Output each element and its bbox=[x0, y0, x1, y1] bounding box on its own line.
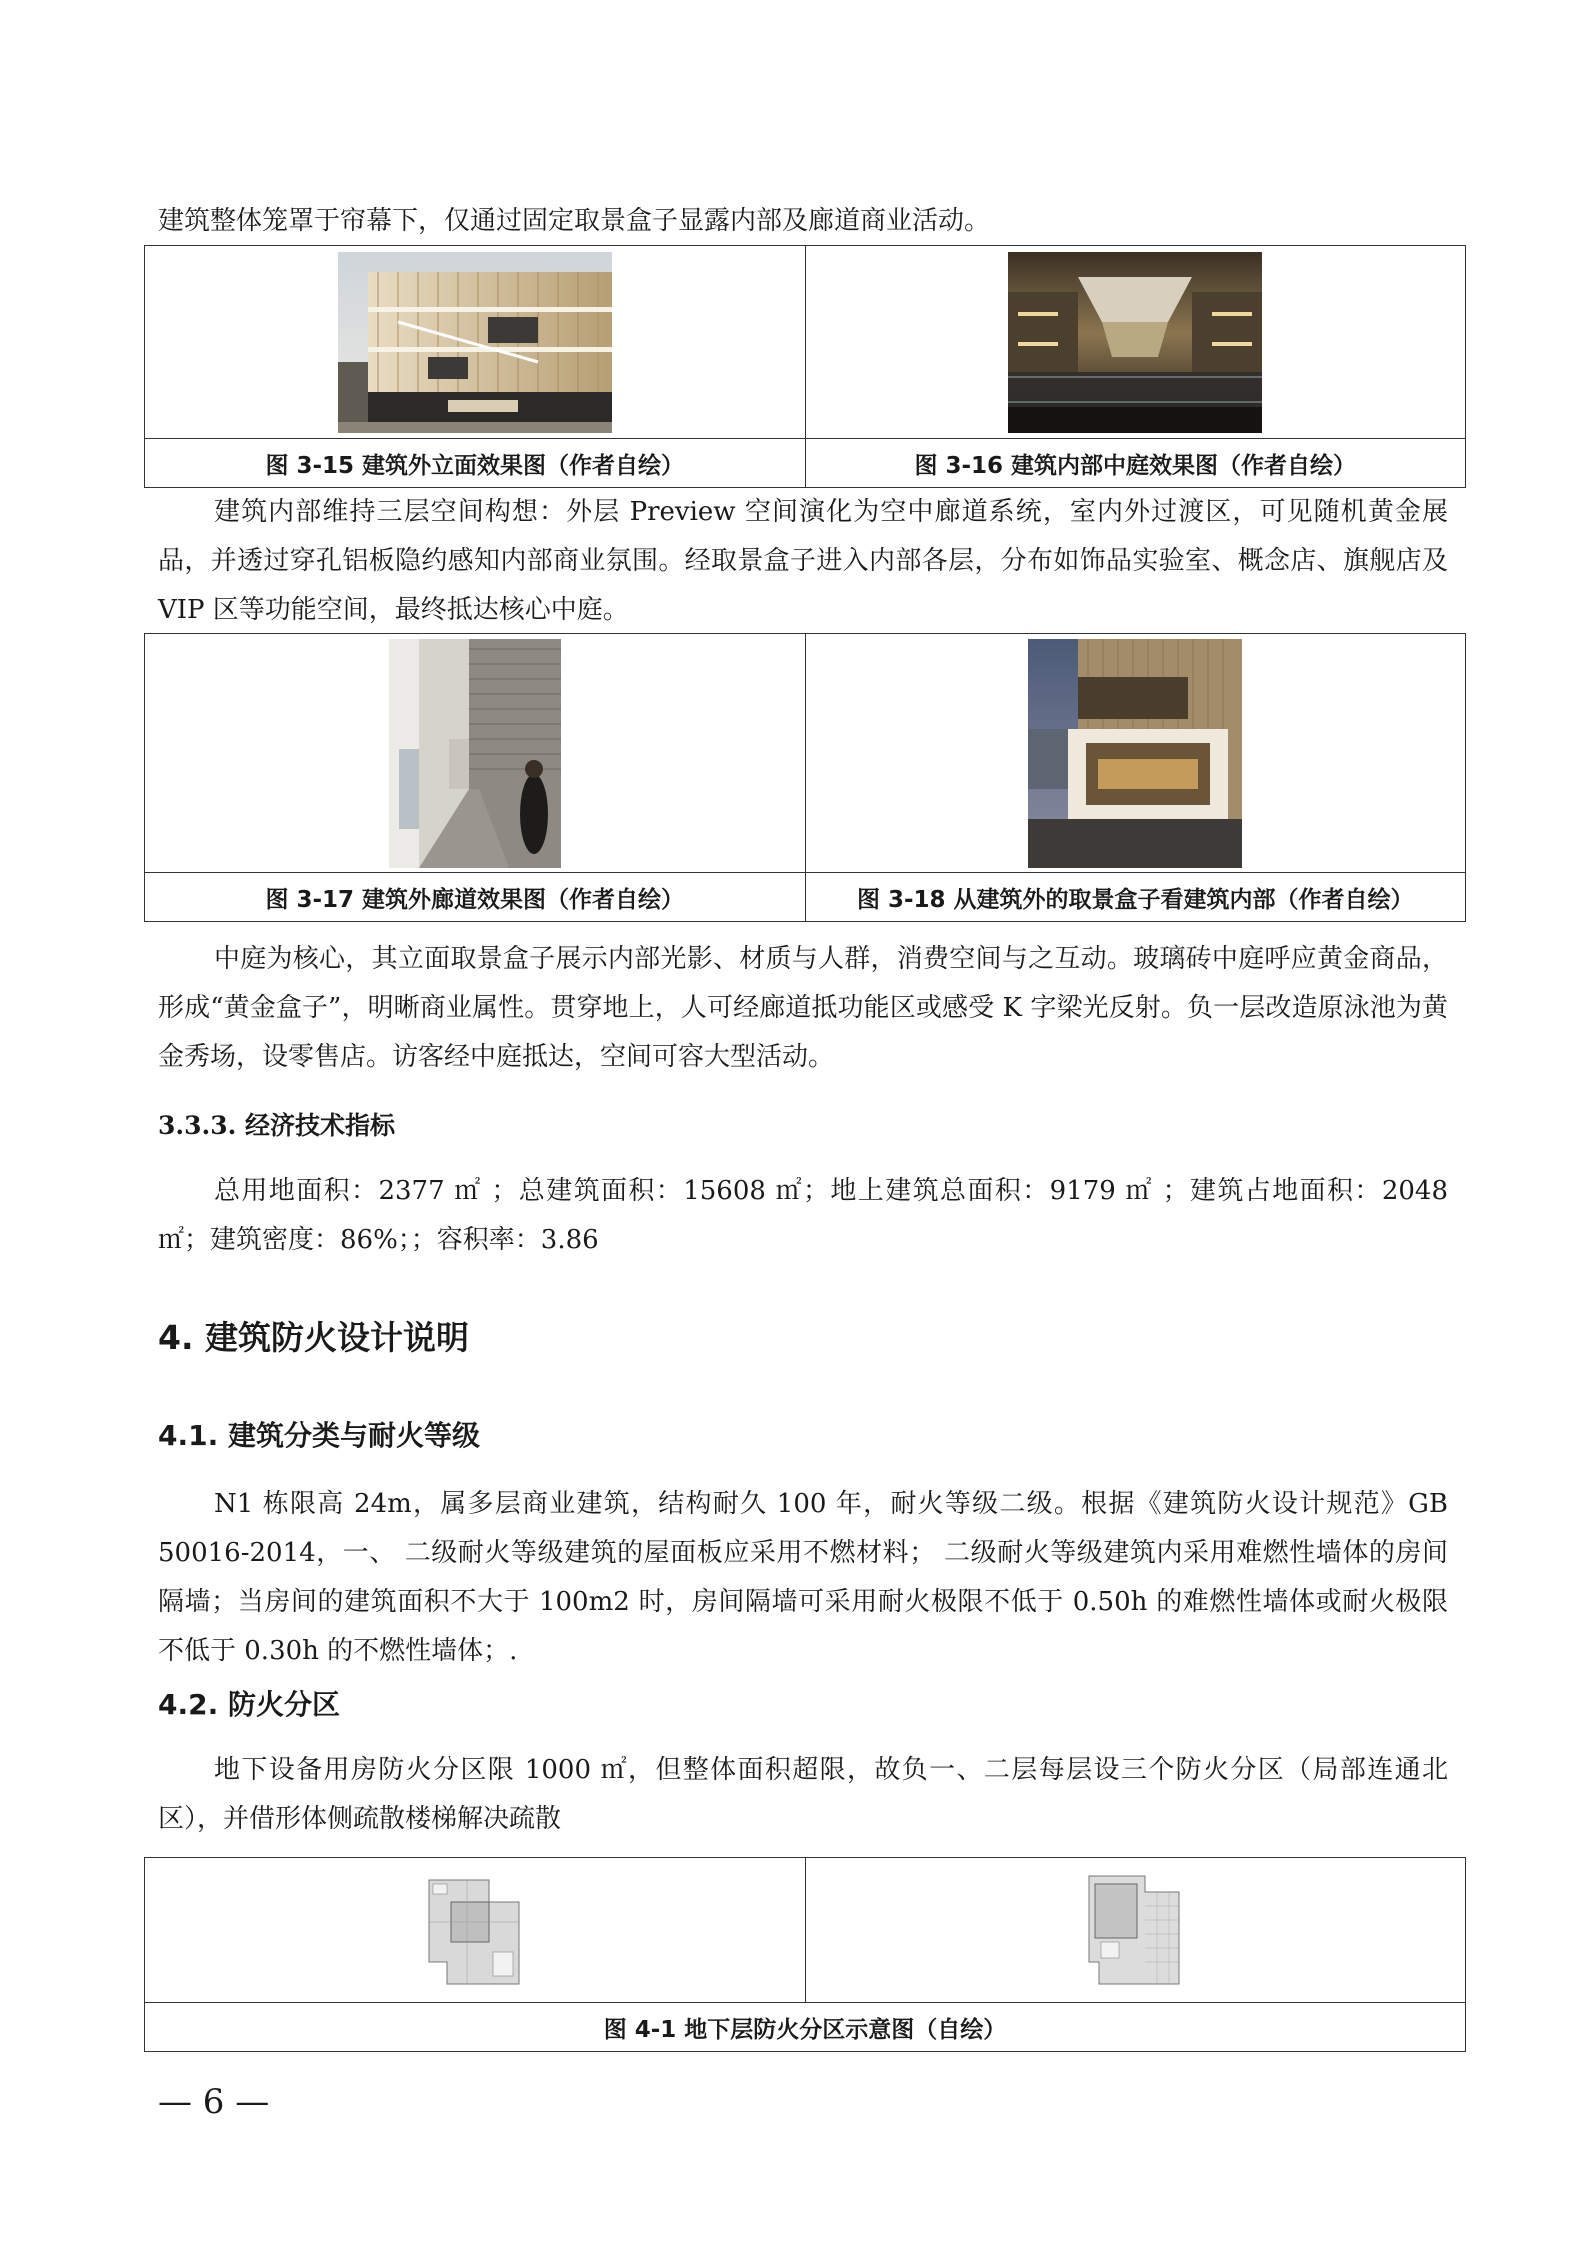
paragraph-fire-compartments: 地下设备用房防火分区限 1000 ㎡，但整体面积超限，故负一、二层每层设三个防火分区（局部连通北区），并借形体侧疏散楼梯解决疏散 bbox=[158, 1755, 1448, 1834]
figure-table-4-1 bbox=[144, 1857, 1466, 2052]
figure-cell-3-17 bbox=[145, 634, 806, 873]
figure-table-3-15-3-16 bbox=[144, 245, 1466, 488]
figure-table-3-17-3-18 bbox=[144, 633, 1466, 922]
figure-caption-4-1: 图 4-1 地下层防火分区示意图（自绘） bbox=[145, 2003, 1466, 2052]
basement-plan-right-image bbox=[1087, 1872, 1183, 1988]
heading-4: 4. 建筑防火设计说明 bbox=[158, 1318, 469, 1357]
heading-3-3-3: 3.3.3. 经济技术指标 bbox=[158, 1111, 396, 1140]
figure-cell-3-18 bbox=[805, 634, 1466, 873]
paragraph-atrium: 中庭为核心，其立面取景盒子展示内部光影、材质与人群，消费空间与之互动。玻璃砖中庭呼应黄金商品，形成“黄金盒子”，明晰商业属性。贯穿地上，人可经廊道抵功能区或感受 K 字梁光反射。负一层改造原泳池为黄金秀场，设零售店。访客经中庭抵达，空间可容大型活动。 bbox=[158, 944, 1448, 1072]
heading-4-1: 4.1. 建筑分类与耐火等级 bbox=[158, 1419, 480, 1452]
figure-cell-3-16 bbox=[805, 246, 1466, 439]
paragraph-fire-rating: N1 栋限高 24m，属多层商业建筑，结构耐久 100 年，耐火等级二级。根据《建筑防火设计规范》GB 50016-2014，一、 二级耐火等级建筑的屋面板应采用不燃材料； 二级耐火等级建筑内采用难燃性墙体的房间隔墙；当房间的建筑面积不大于 100m2 时，房间隔墙可采用耐火极限不低于 0.50h 的难燃性墙体或耐火极限不低于 0.30h 的不燃性墙体；. bbox=[158, 1489, 1448, 1666]
figure-caption-3-15: 图 3-15 建筑外立面效果图（作者自绘） bbox=[145, 439, 806, 488]
page-number: — 6 — bbox=[158, 2082, 270, 2122]
viewing-box-render-image bbox=[1028, 639, 1242, 868]
paragraph-interior-concept: 建筑内部维持三层空间构想：外层 Preview 空间演化为空中廊道系统，室内外过渡区，可见随机黄金展品，并透过穿孔铝板隐约感知内部商业氛围。经取景盒子进入内部各层，分布如饰品实验室、概念店、旗舰店及 VIP 区等功能空间，最终抵达核心中庭。 bbox=[158, 497, 1448, 625]
atrium-render-image bbox=[1008, 252, 1262, 433]
figure-cell-3-15 bbox=[145, 246, 806, 439]
figure-caption-3-16: 图 3-16 建筑内部中庭效果图（作者自绘） bbox=[805, 439, 1466, 488]
figure-caption-3-18: 图 3-18 从建筑外的取景盒子看建筑内部（作者自绘） bbox=[805, 873, 1466, 922]
figure-cell-4-1-left bbox=[145, 1858, 806, 2003]
facade-render-image bbox=[338, 252, 612, 433]
paragraph-intro: 建筑整体笼罩于帘幕下，仅通过固定取景盒子显露内部及廊道商业活动。 bbox=[158, 206, 991, 236]
paragraph-economic-indicators: 总用地面积：2377 ㎡ ；总建筑面积：15608 ㎡；地上建筑总面积：9179 ㎡ ；建筑占地面积：2048 ㎡；建筑密度：86%；；容积率：3.86 bbox=[158, 1176, 1448, 1255]
figure-cell-4-1-right bbox=[805, 1858, 1466, 2003]
heading-4-2: 4.2. 防火分区 bbox=[158, 1688, 340, 1721]
corridor-render-image bbox=[389, 639, 561, 868]
basement-plan-left-image bbox=[427, 1872, 523, 1988]
figure-caption-3-17: 图 3-17 建筑外廊道效果图（作者自绘） bbox=[145, 873, 806, 922]
